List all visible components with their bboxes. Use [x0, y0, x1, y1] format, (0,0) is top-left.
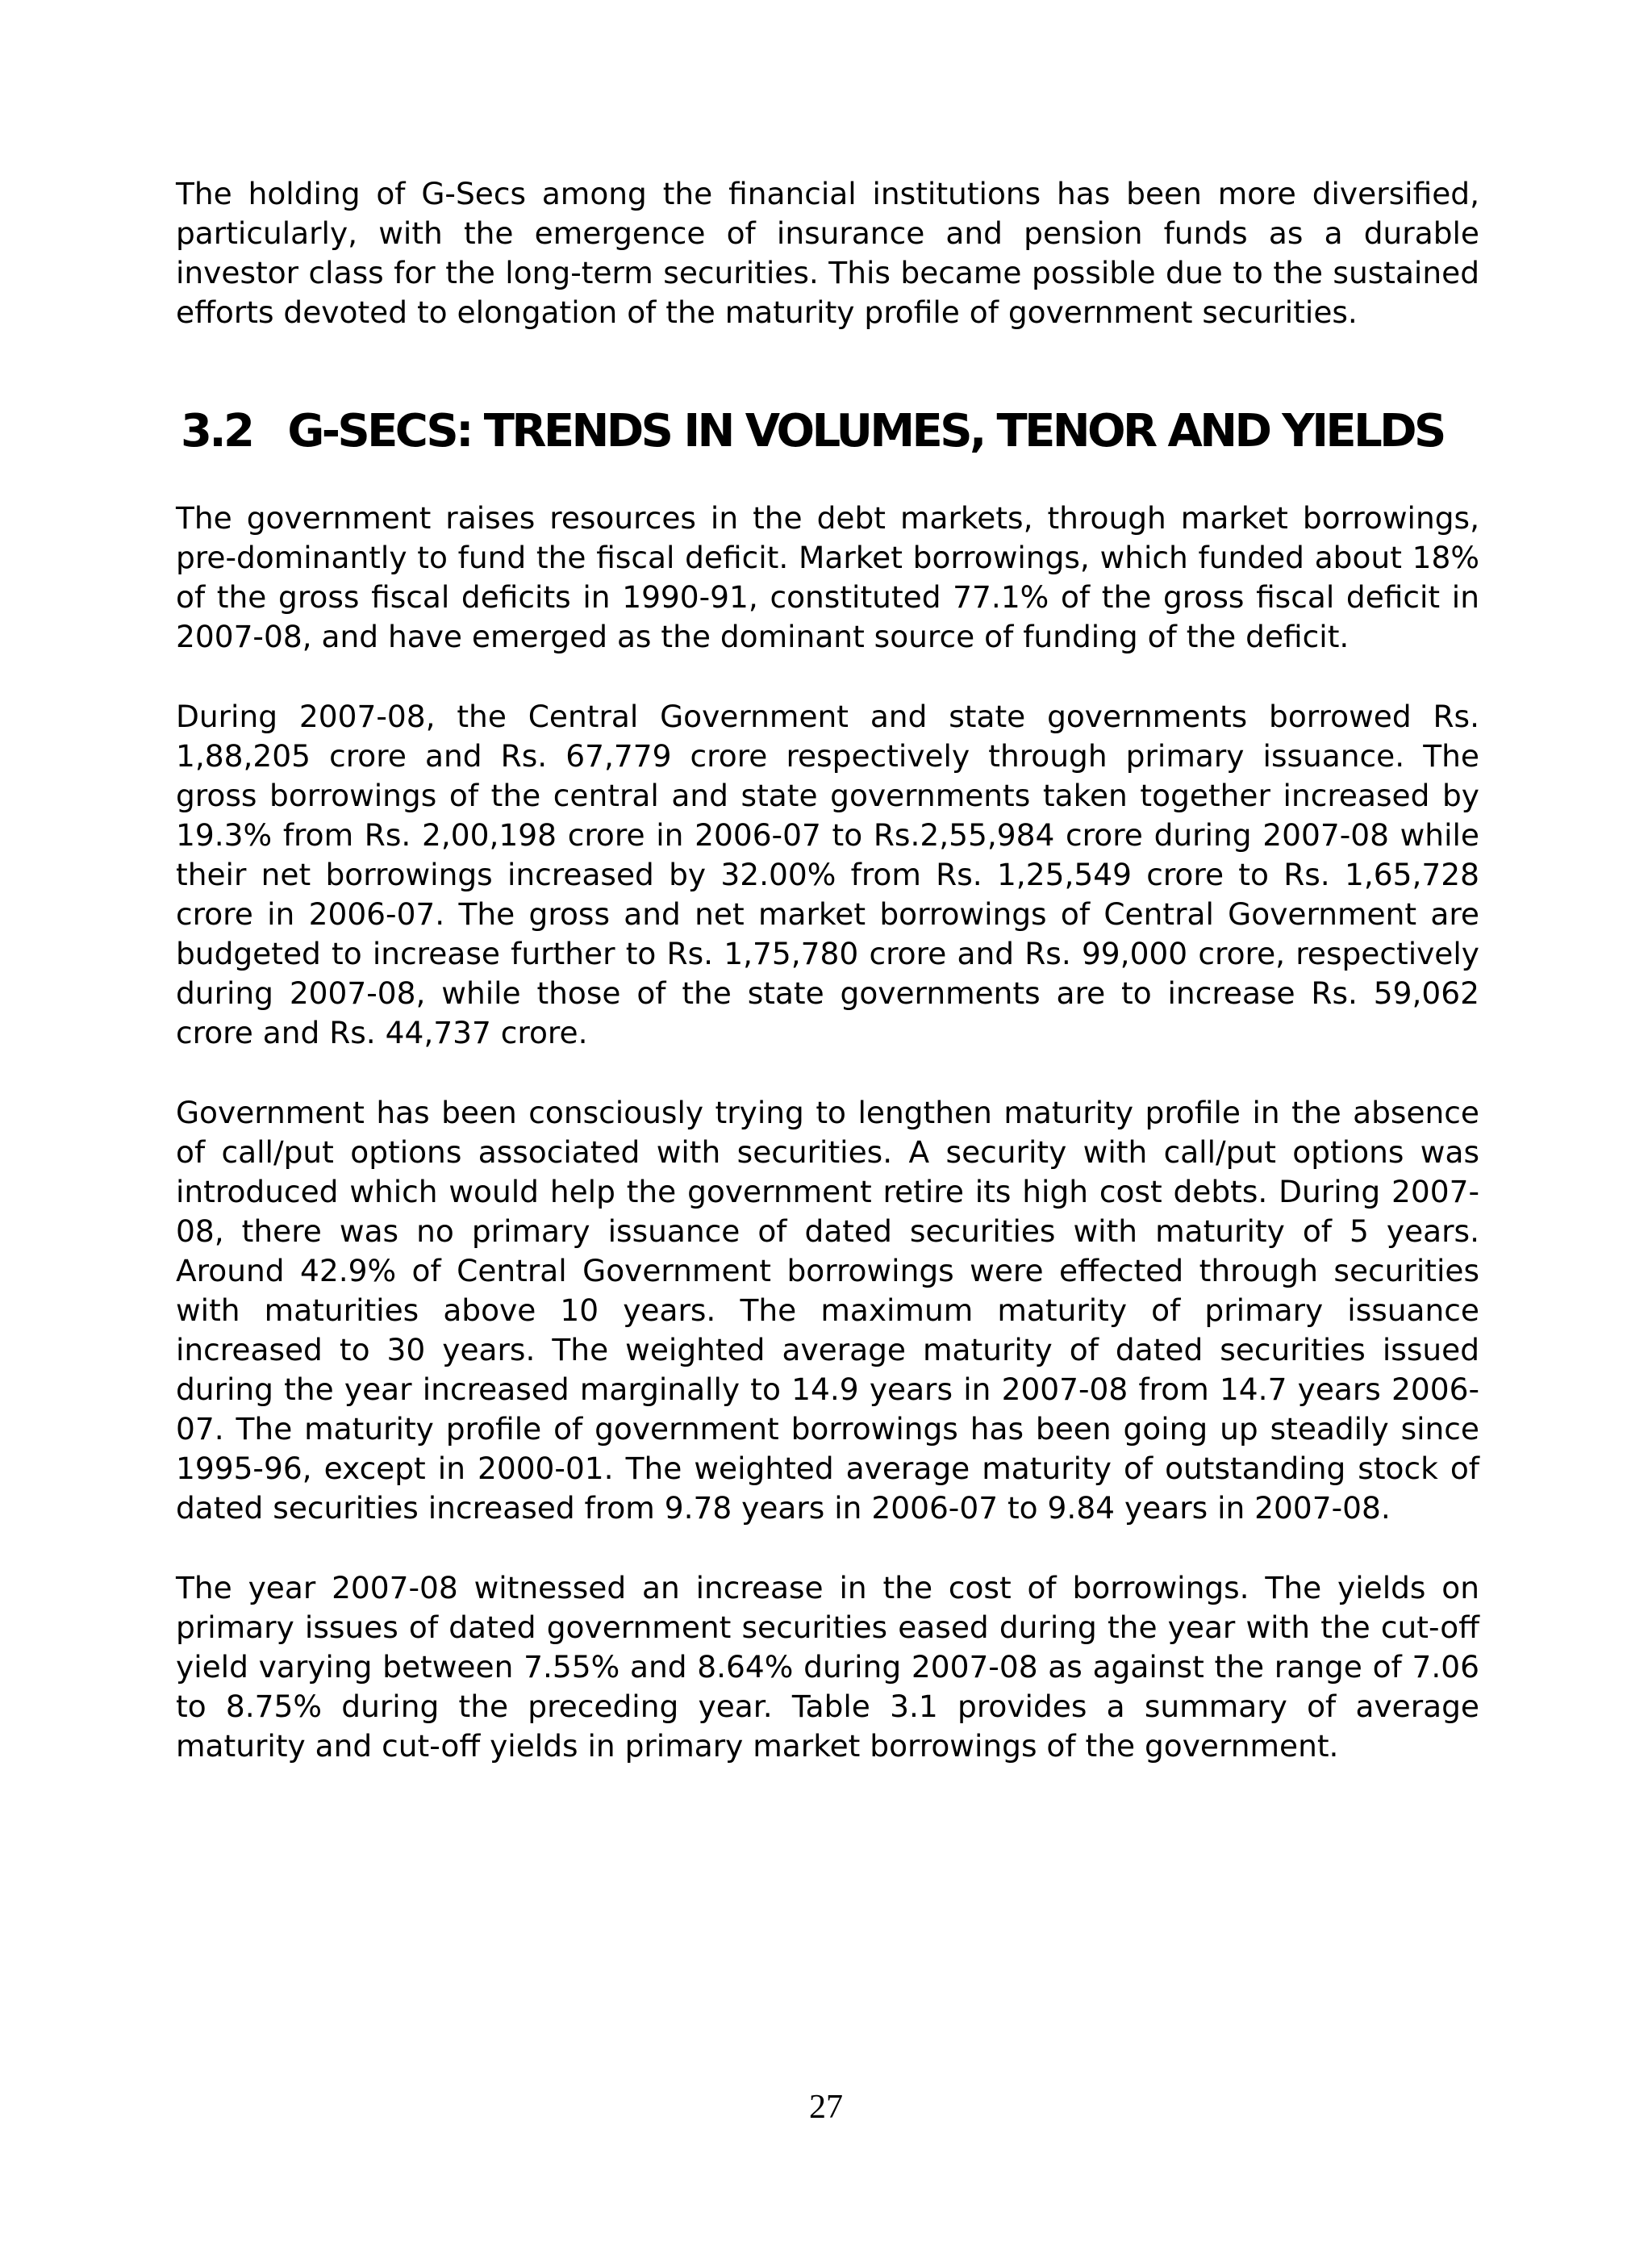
document-page	[176, 174, 1479, 1766]
paragraph-fiscal-deficit: The government raises resources in the debt markets, through market borrowings, pre-dominantly to fund the fiscal deficit. Market borrowings, which funded about 18% of the gross fiscal deficits in 1990-91, constituted 77.1% of the gross fiscal deficit in 2007-08, and have emerged as the dominant source of funding of the deficit.	[176, 500, 1479, 654]
section-title: G-SECS: TRENDS IN VOLUMES, TENOR AND YIELDS	[287, 405, 1444, 457]
section-number: 3.2	[181, 405, 252, 457]
page-number: 27	[809, 2089, 843, 2126]
paragraph-maturity-profile: Government has been consciously trying to lengthen maturity profile in the absence of call/put options associated with securities. A security with call/put options was introduced which would help the government retire its high cost debts. During 2007-08, there was no primary issuance of dated securities with maturity of 5 years. Around 42.9% of Central Government borrowings were effected through securities with maturities above 10 years. The maximum maturity of primary issuance increased to 30 years. The weighted average maturity of dated securities issued during the year increased marginally to 14.9 years in 2007-08 from 14.7 years 2006-07. The maturity profile of government borrowings has been going up steadily since 1995-96, except in 2000-01. The weighted average maturity of outstanding stock of dated securities increased from 9.78 years in 2006-07 to 9.84 years in 2007-08.	[176, 1095, 1479, 1526]
paragraph-yields: The year 2007-08 witnessed an increase in the cost of borrowings. The yields on primary issues of dated government securities eased during the year with the cut-off yield varying between 7.55% and 8.64% during 2007-08 as against the range of 7.06 to 8.75% during the preceding year. Table 3.1 provides a summary of average maturity and cut-off yields in primary market borrowings of the government.	[176, 1570, 1479, 1764]
paragraph-borrowings: During 2007-08, the Central Government and state governments borrowed Rs. 1,88,205 crore and Rs. 67,779 crore respectively through primary issuance. The gross borrowings of the central and state governments taken together increased by 19.3% from Rs. 2,00,198 crore in 2006-07 to Rs.2,55,984 crore during 2007-08 while their net borrowings increased by 32.00% from Rs. 1,25,549 crore to Rs. 1,65,728 crore in 2006-07. The gross and net market borrowings of Central Government are budgeted to increase further to Rs. 1,75,780 crore and Rs. 99,000 crore, respectively during 2007-08, while those of the state governments are to increase Rs. 59,062 crore and Rs. 44,737 crore.	[176, 699, 1479, 1050]
intro-paragraph: The holding of G-Secs among the financial institutions has been more diversified, particularly, with the emergence of insurance and pension funds as a durable investor class for the long-term securities. This became possible due to the sustained efforts devoted to elongation of the maturity profile of government securities.	[176, 176, 1479, 330]
section-heading	[181, 403, 1479, 460]
